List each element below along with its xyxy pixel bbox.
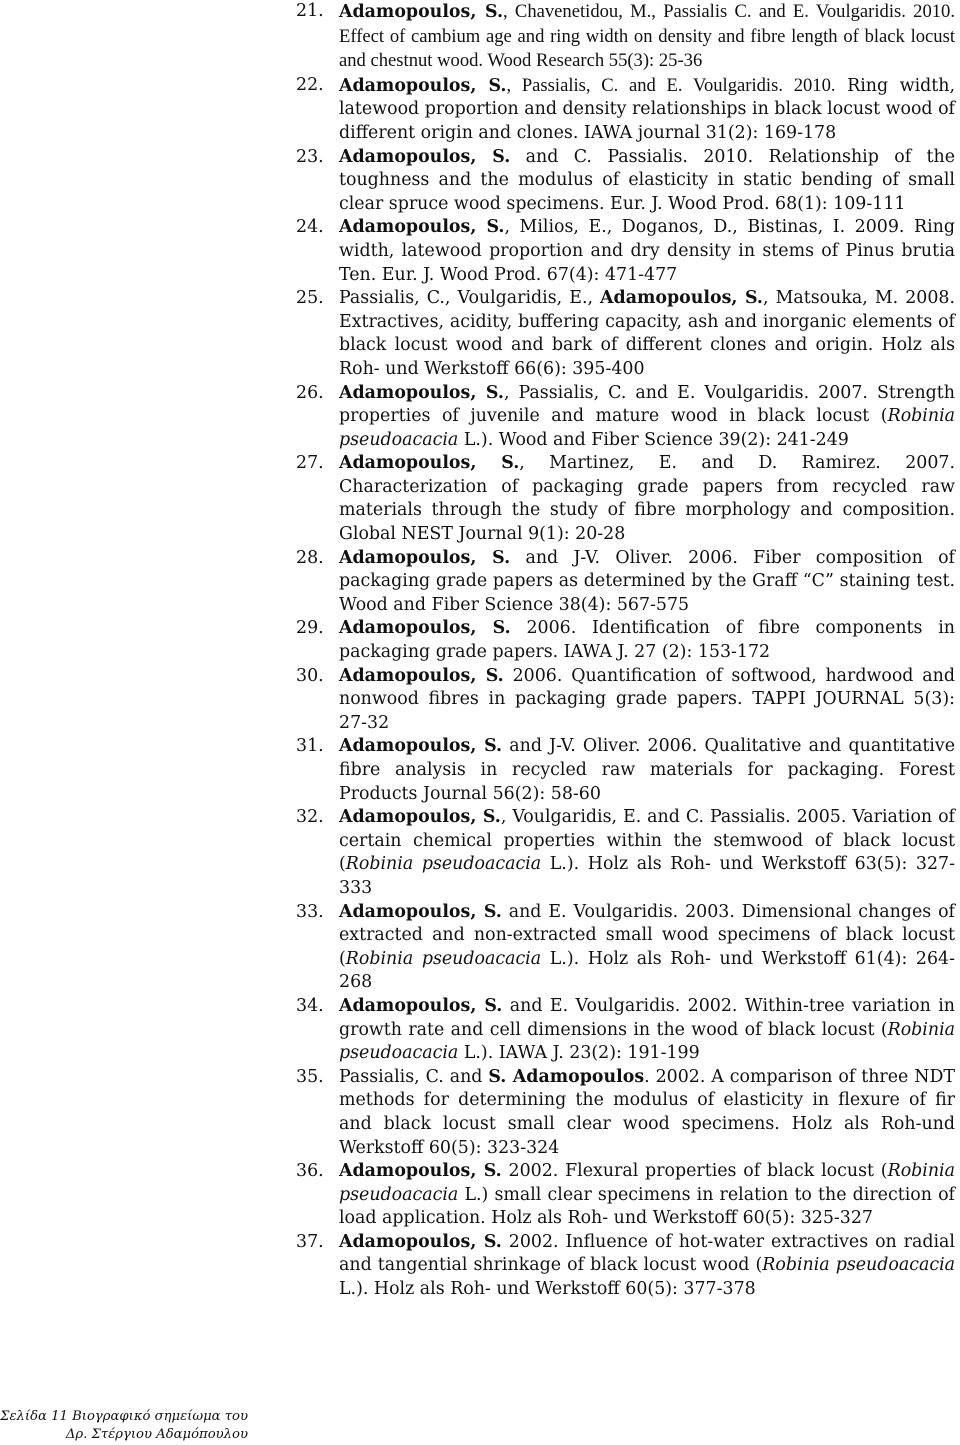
reference-author-highlight: Adamopoulos, S. [339, 736, 503, 757]
reference-segment: and E. Voulgaridis. 2003. Dimensional changes of extracted and non-extracted small wood specimens of black locust ( [339, 901, 955, 969]
reference-segment: , Martinez, E. and D. Ramirez. 2007. Characterization of packaging grade papers from recycled raw materials through the study of fibre morphology and composition. Global NEST Journal 9(1): 20-28 [339, 453, 955, 545]
reference-author-highlight: Adamopoulos, S. [339, 453, 520, 474]
reference-segment: L.) small clear specimens in relation to the direction of load application. Holz als Roh- und Werkstoff 60(5): 325-327 [339, 1184, 955, 1229]
reference-text [339, 216, 955, 287]
reference-item [296, 665, 955, 736]
reference-segment: L.). Holz als Roh- und Werkstoff 61(4): 264-268 [339, 948, 956, 993]
reference-author-highlight: Adamopoulos, S. [339, 807, 501, 828]
reference-number: 31. [296, 736, 324, 757]
reference-author-highlight: Adamopoulos, S. [339, 901, 502, 922]
reference-segment: Ring width, latewood proportion and density relationships in black locust wood of different origin and clones. IAWA journal 31(2): 169-178 [339, 75, 955, 143]
reference-text [339, 1231, 955, 1302]
reference-author-highlight: Adamopoulos, S. [339, 665, 504, 686]
reference-author-highlight: Adamopoulos, S. [339, 2, 504, 22]
reference-text [339, 146, 955, 217]
reference-number: 23. [296, 146, 324, 167]
reference-number: 37. [296, 1231, 324, 1252]
reference-number: 35. [296, 1066, 324, 1087]
reference-text [339, 452, 955, 546]
reference-number: 27. [296, 453, 324, 474]
reference-item [296, 547, 955, 618]
reference-item [296, 216, 955, 287]
reference-segment: and E. Voulgaridis. 2002. Within-tree variation in growth rate and cell dimensions in the wood of black locust ( [339, 995, 955, 1040]
reference-text [339, 382, 955, 453]
reference-item [296, 287, 955, 381]
reference-item [296, 452, 955, 546]
reference-text [339, 665, 955, 736]
reference-author-highlight: Adamopoulos, S. [339, 217, 505, 238]
reference-species-name: Robinia pseudoacacia [345, 948, 542, 969]
reference-item [296, 1231, 955, 1302]
reference-segment: 2006. Identification of fibre components in packaging grade papers. IAWA J. 27 (2): 153-172 [339, 618, 955, 663]
reference-number: 24. [296, 217, 324, 238]
reference-text [339, 1066, 955, 1160]
reference-item [296, 806, 955, 900]
reference-segment: L.). Holz als Roh- und Werkstoff 63(5): 327-333 [339, 854, 956, 898]
reference-item [296, 1066, 955, 1160]
reference-segment: and J-V. Oliver. 2006. Fiber composition of packaging grade papers as determined by the Graff “C” staining test. Wood and Fiber Science 38(4): 567-575 [339, 547, 955, 615]
reference-number: 34. [296, 995, 324, 1016]
reference-text [339, 74, 955, 146]
reference-text [339, 806, 955, 900]
reference-list [296, 0, 955, 1302]
reference-item [296, 901, 955, 995]
footer-author: Δρ. Στέργιου Αδαμόπουλου [65, 1427, 248, 1442]
reference-item [296, 735, 955, 806]
reference-number: 25. [296, 288, 324, 309]
reference-species-name: Robinia pseudoacacia [339, 1161, 955, 1205]
reference-author-highlight: Adamopoulos, S. [339, 995, 503, 1016]
reference-author-highlight: Adamopoulos, S. [339, 382, 504, 403]
reference-item [296, 995, 955, 1066]
reference-segment: , Passialis, C. and E. Voulgaridis. 2007. Strength properties of juvenile and mature wood in black locust ( [339, 382, 955, 427]
reference-segment: L.). Wood and Fiber Science 39(2): 241-249 [458, 429, 849, 450]
reference-author-highlight: Adamopoulos, S. [339, 618, 511, 639]
reference-segment: , Chavenetidou, M., Passialis C. and E. Voulgaridis. 2010. Effect of cambium age and ring width on density and fibre length of black locust and chestnut wood. Wood Research 55(3): 25-36 [339, 1, 955, 72]
reference-text [339, 547, 955, 618]
reference-species-name: Robinia pseudoacacia [345, 854, 542, 875]
reference-text [339, 995, 955, 1066]
reference-segment: 2002. Flexural properties of black locust ( [501, 1161, 888, 1182]
reference-segment: 2006. Quantification of softwood, hardwood and nonwood fibres in packaging grade papers. TAPPI JOURNAL 5(3): 27-32 [339, 665, 955, 733]
reference-author-highlight: Adamopoulos, S. [339, 146, 511, 167]
reference-number: 21. [296, 1, 324, 21]
reference-segment: . 2002. A comparison of three NDT methods for determining the modulus of elasticity in flexure of fir and black locust small clear wood specimens. Holz als Roh-und Werkstoff 60(5): 323-324 [339, 1066, 955, 1158]
reference-segment: , Voulgaridis, E. and C. Passialis. 2005. Variation of certain chemical properties within the stemwood of black locust ( [339, 807, 955, 875]
reference-species-name: Robinia pseudoacacia [762, 1255, 956, 1276]
reference-text [339, 0, 955, 74]
reference-segment: , Matsouka, M. 2008. Extractives, acidity, buffering capacity, ash and inorganic elements of black locust wood and bark of different clones and origin. Holz als Roh- und Werkstoff 66(6): 395-400 [339, 288, 955, 379]
page-footer [0, 1408, 248, 1444]
reference-segment: L.). Holz als Roh- und Werkstoff 60(5): 377-378 [339, 1279, 756, 1300]
reference-item [296, 617, 955, 664]
reference-number: 28. [296, 547, 324, 568]
reference-species-name: Robinia pseudoacacia [339, 1019, 955, 1064]
reference-text [339, 901, 955, 995]
reference-text [339, 287, 955, 381]
reference-item [296, 1160, 955, 1231]
reference-segment: , Passialis, C. and E. Voulgaridis. 2010. [506, 74, 836, 96]
reference-number: 29. [296, 618, 324, 639]
reference-item [296, 382, 955, 453]
reference-text [339, 617, 955, 664]
reference-item [296, 0, 955, 74]
reference-segment: L.). IAWA J. 23(2): 191-199 [458, 1043, 700, 1064]
reference-text [339, 1160, 955, 1231]
reference-author-highlight: S. Adamopoulos [488, 1066, 645, 1087]
reference-number: 33. [296, 901, 324, 922]
reference-number: 22. [296, 74, 324, 95]
reference-author-highlight: Adamopoulos, S. [600, 288, 763, 309]
reference-segment: 2002. Influence of hot-water extractives on radial and tangential shrinkage of black locust wood ( [339, 1231, 955, 1276]
reference-author-highlight: Adamopoulos, S. [339, 547, 511, 568]
reference-number: 26. [296, 382, 324, 403]
reference-author-highlight: Adamopoulos, S. [339, 1231, 502, 1252]
reference-number: 32. [296, 807, 324, 828]
reference-item [296, 74, 955, 146]
reference-segment: , Milios, E., Doganos, D., Bistinas, I. 2009. Ring width, latewood proportion and dry density in stems of Pinus brutia Ten. Eur. J. Wood Prod. 67(4): 471-477 [339, 217, 955, 285]
reference-species-name: Robinia pseudoacacia [339, 406, 955, 450]
reference-segment: and J-V. Oliver. 2006. Qualitative and quantitative fibre analysis in recycled raw materials for packaging. Forest Products Journal 56(2): 58-60 [339, 736, 955, 804]
reference-item [296, 146, 955, 217]
reference-text [339, 735, 955, 806]
reference-number: 30. [296, 665, 324, 686]
reference-number: 36. [296, 1161, 324, 1182]
reference-segment: and C. Passialis. 2010. Relationship of the toughness and the modulus of elasticity in static bending of small clear spruce wood specimens. Eur. J. Wood Prod. 68(1): 109-111 [339, 146, 955, 214]
reference-segment: Passialis, C. and [339, 1066, 489, 1087]
reference-segment: Passialis, C., Voulgaridis, E., [339, 288, 601, 309]
footer-page-number: Σελίδα 11 Βιογραφικό σημείωμα του [0, 1409, 248, 1424]
reference-author-highlight: Adamopoulos, S. [339, 75, 507, 96]
reference-author-highlight: Adamopoulos, S. [339, 1161, 502, 1182]
